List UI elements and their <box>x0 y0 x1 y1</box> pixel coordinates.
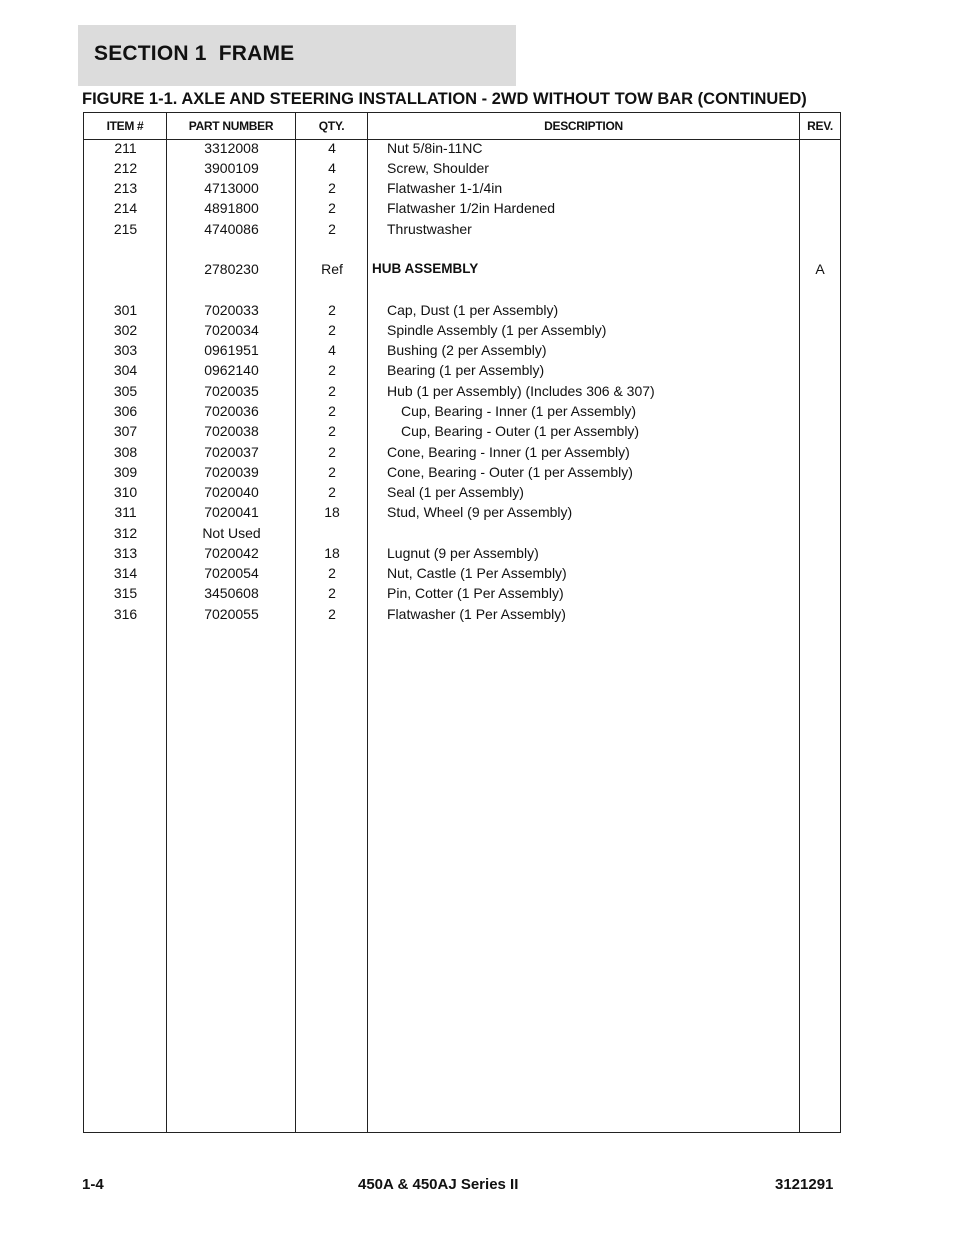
item-number: 305 <box>113 383 138 399</box>
part-number: 7020038 <box>204 423 259 439</box>
description: Flatwasher (1 Per Assembly) <box>387 606 566 622</box>
description: Cone, Bearing - Outer (1 per Assembly) <box>387 464 633 480</box>
model-name: 450A & 450AJ Series II <box>358 1176 519 1193</box>
part-number: 3312008 <box>204 140 259 156</box>
revision <box>800 482 840 502</box>
revision <box>800 563 840 583</box>
table-row <box>84 401 840 421</box>
item-number: 302 <box>113 322 138 338</box>
item-number: 211 <box>114 140 137 156</box>
table-row <box>84 320 840 340</box>
revision <box>800 320 840 340</box>
quantity: 2 <box>328 302 336 318</box>
table-row <box>84 462 840 482</box>
revision <box>800 381 840 401</box>
table-row <box>84 523 840 543</box>
page-number: 1-4 <box>82 1176 104 1193</box>
table-row <box>84 381 840 401</box>
description: Screw, Shoulder <box>387 160 489 176</box>
revision <box>800 421 840 441</box>
part-number: 7020039 <box>204 464 259 480</box>
item-number: 215 <box>113 221 138 237</box>
part-number: 7020033 <box>204 302 259 318</box>
quantity: 2 <box>328 464 336 480</box>
table-row <box>84 583 840 603</box>
item-number: 316 <box>113 606 138 622</box>
revision <box>800 219 840 239</box>
table-row <box>84 259 840 279</box>
part-number: 0961951 <box>204 342 259 358</box>
quantity: 2 <box>328 362 336 378</box>
table-row <box>84 340 840 360</box>
description: Bushing (2 per Assembly) <box>387 342 547 358</box>
quantity: 2 <box>328 423 336 439</box>
item-number: 308 <box>113 444 138 460</box>
part-number: 4740086 <box>204 221 259 237</box>
quantity: 2 <box>328 484 336 500</box>
part-number: 7020035 <box>204 383 259 399</box>
table-row <box>84 178 840 198</box>
quantity: 2 <box>328 585 336 601</box>
item-number: 313 <box>113 545 138 561</box>
description: Thrustwasher <box>387 221 472 237</box>
description: Nut, Castle (1 Per Assembly) <box>387 565 567 581</box>
table-row <box>84 219 840 239</box>
description: Flatwasher 1-1/4in <box>387 180 503 196</box>
item-number: 212 <box>113 160 138 176</box>
quantity <box>296 523 368 543</box>
revision <box>800 523 840 543</box>
item-number: 314 <box>113 565 138 581</box>
quantity: 2 <box>328 221 336 237</box>
revision <box>800 462 840 482</box>
revision <box>800 158 840 178</box>
table-row <box>84 502 840 522</box>
revision <box>800 360 840 380</box>
revision <box>800 198 840 218</box>
description: Cone, Bearing - Inner (1 per Assembly) <box>387 444 630 460</box>
header-qty: QTY. <box>318 119 345 133</box>
table-row <box>84 300 840 320</box>
part-number: 3900109 <box>204 160 259 176</box>
table-row <box>84 158 840 178</box>
revision <box>800 604 840 624</box>
parts-table <box>83 112 841 1133</box>
item-number: 310 <box>113 484 138 500</box>
part-number: 4713000 <box>204 180 259 196</box>
quantity: 2 <box>328 403 336 419</box>
item-number: 306 <box>113 403 138 419</box>
table-row <box>84 421 840 441</box>
section-title: SECTION 1 FRAME <box>94 42 295 65</box>
description: Pin, Cotter (1 Per Assembly) <box>387 585 564 601</box>
revision <box>800 138 840 158</box>
quantity: 4 <box>328 342 336 358</box>
revision <box>800 401 840 421</box>
part-number: 4891800 <box>204 200 259 216</box>
description <box>387 523 797 543</box>
description: Hub (1 per Assembly) (Includes 306 & 307) <box>387 383 655 399</box>
header-rev: REV. <box>807 119 833 133</box>
quantity: 2 <box>328 606 336 622</box>
item-number: 312 <box>113 525 138 541</box>
description: HUB ASSEMBLY <box>372 261 479 276</box>
description: Seal (1 per Assembly) <box>387 484 524 500</box>
quantity: 2 <box>328 322 336 338</box>
part-number: 2780230 <box>204 261 259 277</box>
table-row <box>84 442 840 462</box>
revision <box>800 502 840 522</box>
quantity: 2 <box>328 383 336 399</box>
description: Spindle Assembly (1 per Assembly) <box>387 322 607 338</box>
quantity: 4 <box>328 140 336 156</box>
description: Cap, Dust (1 per Assembly) <box>387 302 559 318</box>
part-number: 0962140 <box>204 362 259 378</box>
table-row <box>84 482 840 502</box>
part-number: 7020034 <box>204 322 259 338</box>
revision <box>800 300 840 320</box>
figure-title: FIGURE 1-1. AXLE AND STEERING INSTALLATION - 2WD WITHOUT TOW BAR (CONTINUED) <box>82 90 807 108</box>
quantity: 2 <box>328 444 336 460</box>
revision <box>800 340 840 360</box>
description: Cup, Bearing - Outer (1 per Assembly) <box>401 423 640 439</box>
description: Stud, Wheel (9 per Assembly) <box>387 504 573 520</box>
part-number: 7020037 <box>204 444 259 460</box>
table-header <box>84 113 840 140</box>
part-number: 7020036 <box>204 403 259 419</box>
item-number <box>84 259 167 279</box>
part-number: 7020041 <box>204 504 259 520</box>
table-row <box>84 138 840 158</box>
part-number: 7020054 <box>204 565 259 581</box>
item-number: 309 <box>113 464 138 480</box>
item-number: 315 <box>113 585 138 601</box>
quantity: 2 <box>328 180 336 196</box>
part-number: 7020040 <box>204 484 259 500</box>
table-row <box>84 563 840 583</box>
quantity: 18 <box>324 545 340 561</box>
table-row <box>84 360 840 380</box>
item-number: 311 <box>114 504 137 520</box>
quantity: 2 <box>328 200 336 216</box>
item-number: 301 <box>113 302 138 318</box>
header-description: DESCRIPTION <box>544 119 623 133</box>
part-number: 7020055 <box>204 606 259 622</box>
quantity: 2 <box>328 565 336 581</box>
item-number: 214 <box>113 200 138 216</box>
description: Flatwasher 1/2in Hardened <box>387 200 556 216</box>
header-item: ITEM # <box>106 119 144 133</box>
header-part-number: PART NUMBER <box>188 119 274 133</box>
part-number: Not Used <box>202 525 261 541</box>
part-number: 3450608 <box>204 585 259 601</box>
item-number: 303 <box>113 342 138 358</box>
revision: A <box>815 261 825 277</box>
description: Cup, Bearing - Inner (1 per Assembly) <box>401 403 636 419</box>
table-row <box>84 604 840 624</box>
description: Nut 5/8in-11NC <box>387 140 483 156</box>
table-row <box>84 543 840 563</box>
quantity: 4 <box>328 160 336 176</box>
item-number: 304 <box>113 362 138 378</box>
part-number: 7020042 <box>204 545 259 561</box>
revision <box>800 178 840 198</box>
revision <box>800 442 840 462</box>
revision <box>800 543 840 563</box>
table-row <box>84 198 840 218</box>
description: Bearing (1 per Assembly) <box>387 362 545 378</box>
document-number: 3121291 <box>775 1176 834 1193</box>
item-number: 213 <box>113 180 138 196</box>
item-number: 307 <box>113 423 138 439</box>
revision <box>800 583 840 603</box>
quantity: Ref <box>321 261 343 277</box>
section-header <box>78 25 516 86</box>
quantity: 18 <box>324 504 340 520</box>
description: Lugnut (9 per Assembly) <box>387 545 539 561</box>
